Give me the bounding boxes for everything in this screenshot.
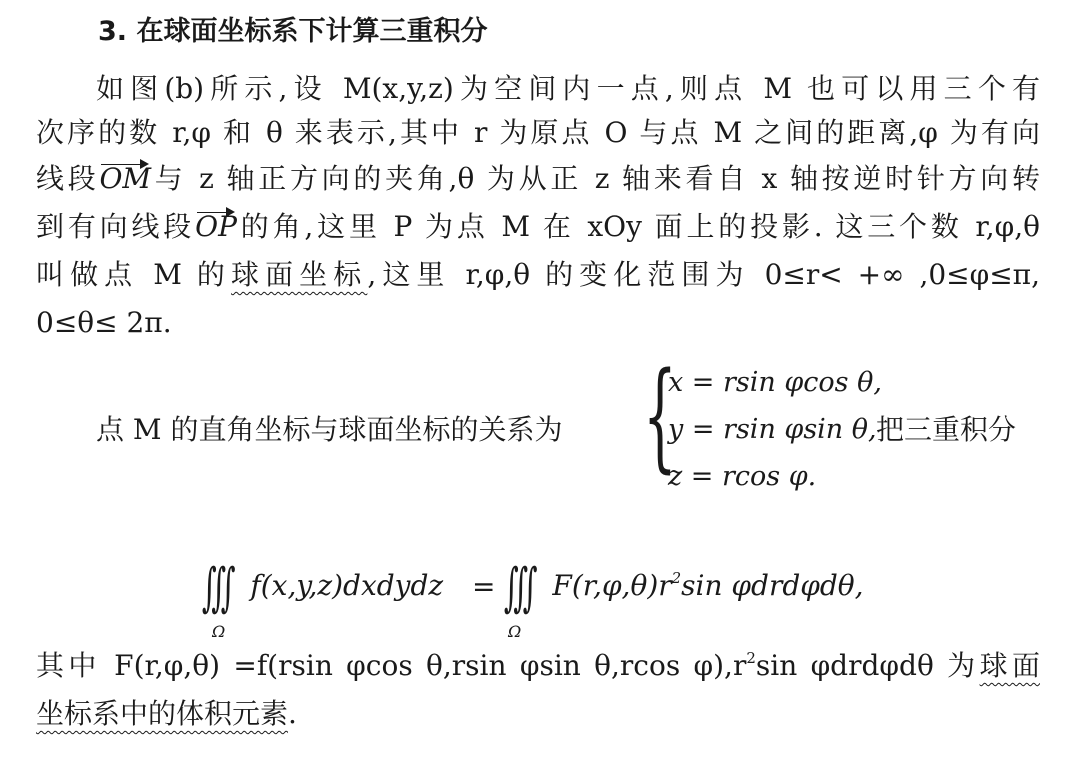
text-segment: 线段 [36, 162, 100, 195]
term-volume-element: 坐标系中的体积元素 [36, 697, 289, 730]
triple-integral-sign: ∭ [503, 558, 538, 618]
left-brace: { [643, 346, 677, 484]
closing-line-1 [36, 648, 1040, 684]
paragraph-line-1: 如图(b)所示,设 M(x,y,z)为空间内一点,则点 M 也可以用三个有 [96, 72, 1040, 105]
relation-intro: 点 M 的直角坐标与球面坐标的关系为 [96, 413, 563, 446]
domain-omega-left: Ω [212, 622, 226, 641]
section-heading: 3. 在球面坐标系下计算三重积分 [98, 16, 488, 47]
term-spherical-coordinates: 球面坐标 [231, 258, 368, 291]
vector-OP: OP [195, 210, 237, 243]
equation-z: z = rcos φ. [668, 461, 817, 492]
equation-y: y = rsin φsin θ, [668, 414, 877, 445]
text-segment: 到有向线段 [36, 210, 196, 243]
text-segment: 叫做点 M 的 [36, 258, 231, 291]
equation-x: x = rsin φcos θ, [668, 367, 882, 398]
relation-tail: 把三重积分 [876, 413, 1017, 446]
triple-integral-sign: ∭ [201, 558, 236, 618]
paragraph-line-6: 0≤θ≤ 2π. [36, 306, 172, 339]
integrand-lhs: f(x,y,z)dxdydz [250, 569, 444, 602]
text-segment: . [288, 697, 297, 730]
vector-OM: OM [99, 162, 152, 195]
paragraph-line-5 [36, 257, 1040, 293]
domain-omega-right: Ω [508, 622, 522, 641]
text-segment: ,这里 r,φ,θ 的变化范围为 0≤r< +∞ ,0≤φ≤π, [367, 258, 1040, 291]
superscript: 2 [746, 649, 756, 667]
text-segment: 与 z 轴正方向的夹角,θ 为从正 z 轴来看自 x 轴按逆时针方向转 [151, 162, 1040, 195]
closing-line-2 [36, 696, 297, 732]
paragraph-line-4 [36, 209, 1040, 245]
formula-lhs [196, 558, 444, 618]
term-spherical: 球面 [979, 649, 1040, 682]
equals-sign: = [472, 570, 496, 603]
text-segment: 其中 F(r,φ,θ) =f(rsin φcos θ,rsin φsin θ,rcos φ),r [36, 649, 747, 682]
text-segment: 的角,这里 P 为点 M 在 xOy 面上的投影. 这三个数 r,φ,θ [236, 210, 1040, 243]
integrand-rhs: $F(r,\varphi,\theta)r^2\sin$ φdrdφdθ, [552, 569, 864, 602]
paragraph-line-2: 次序的数 r,φ 和 θ 来表示,其中 r 为原点 O 与点 M 之间的距离,φ 为有向 [36, 116, 1040, 149]
paragraph-line-3 [36, 161, 1040, 197]
formula-rhs [498, 558, 864, 618]
text-segment: sin φdrdφdθ 为 [755, 649, 980, 682]
